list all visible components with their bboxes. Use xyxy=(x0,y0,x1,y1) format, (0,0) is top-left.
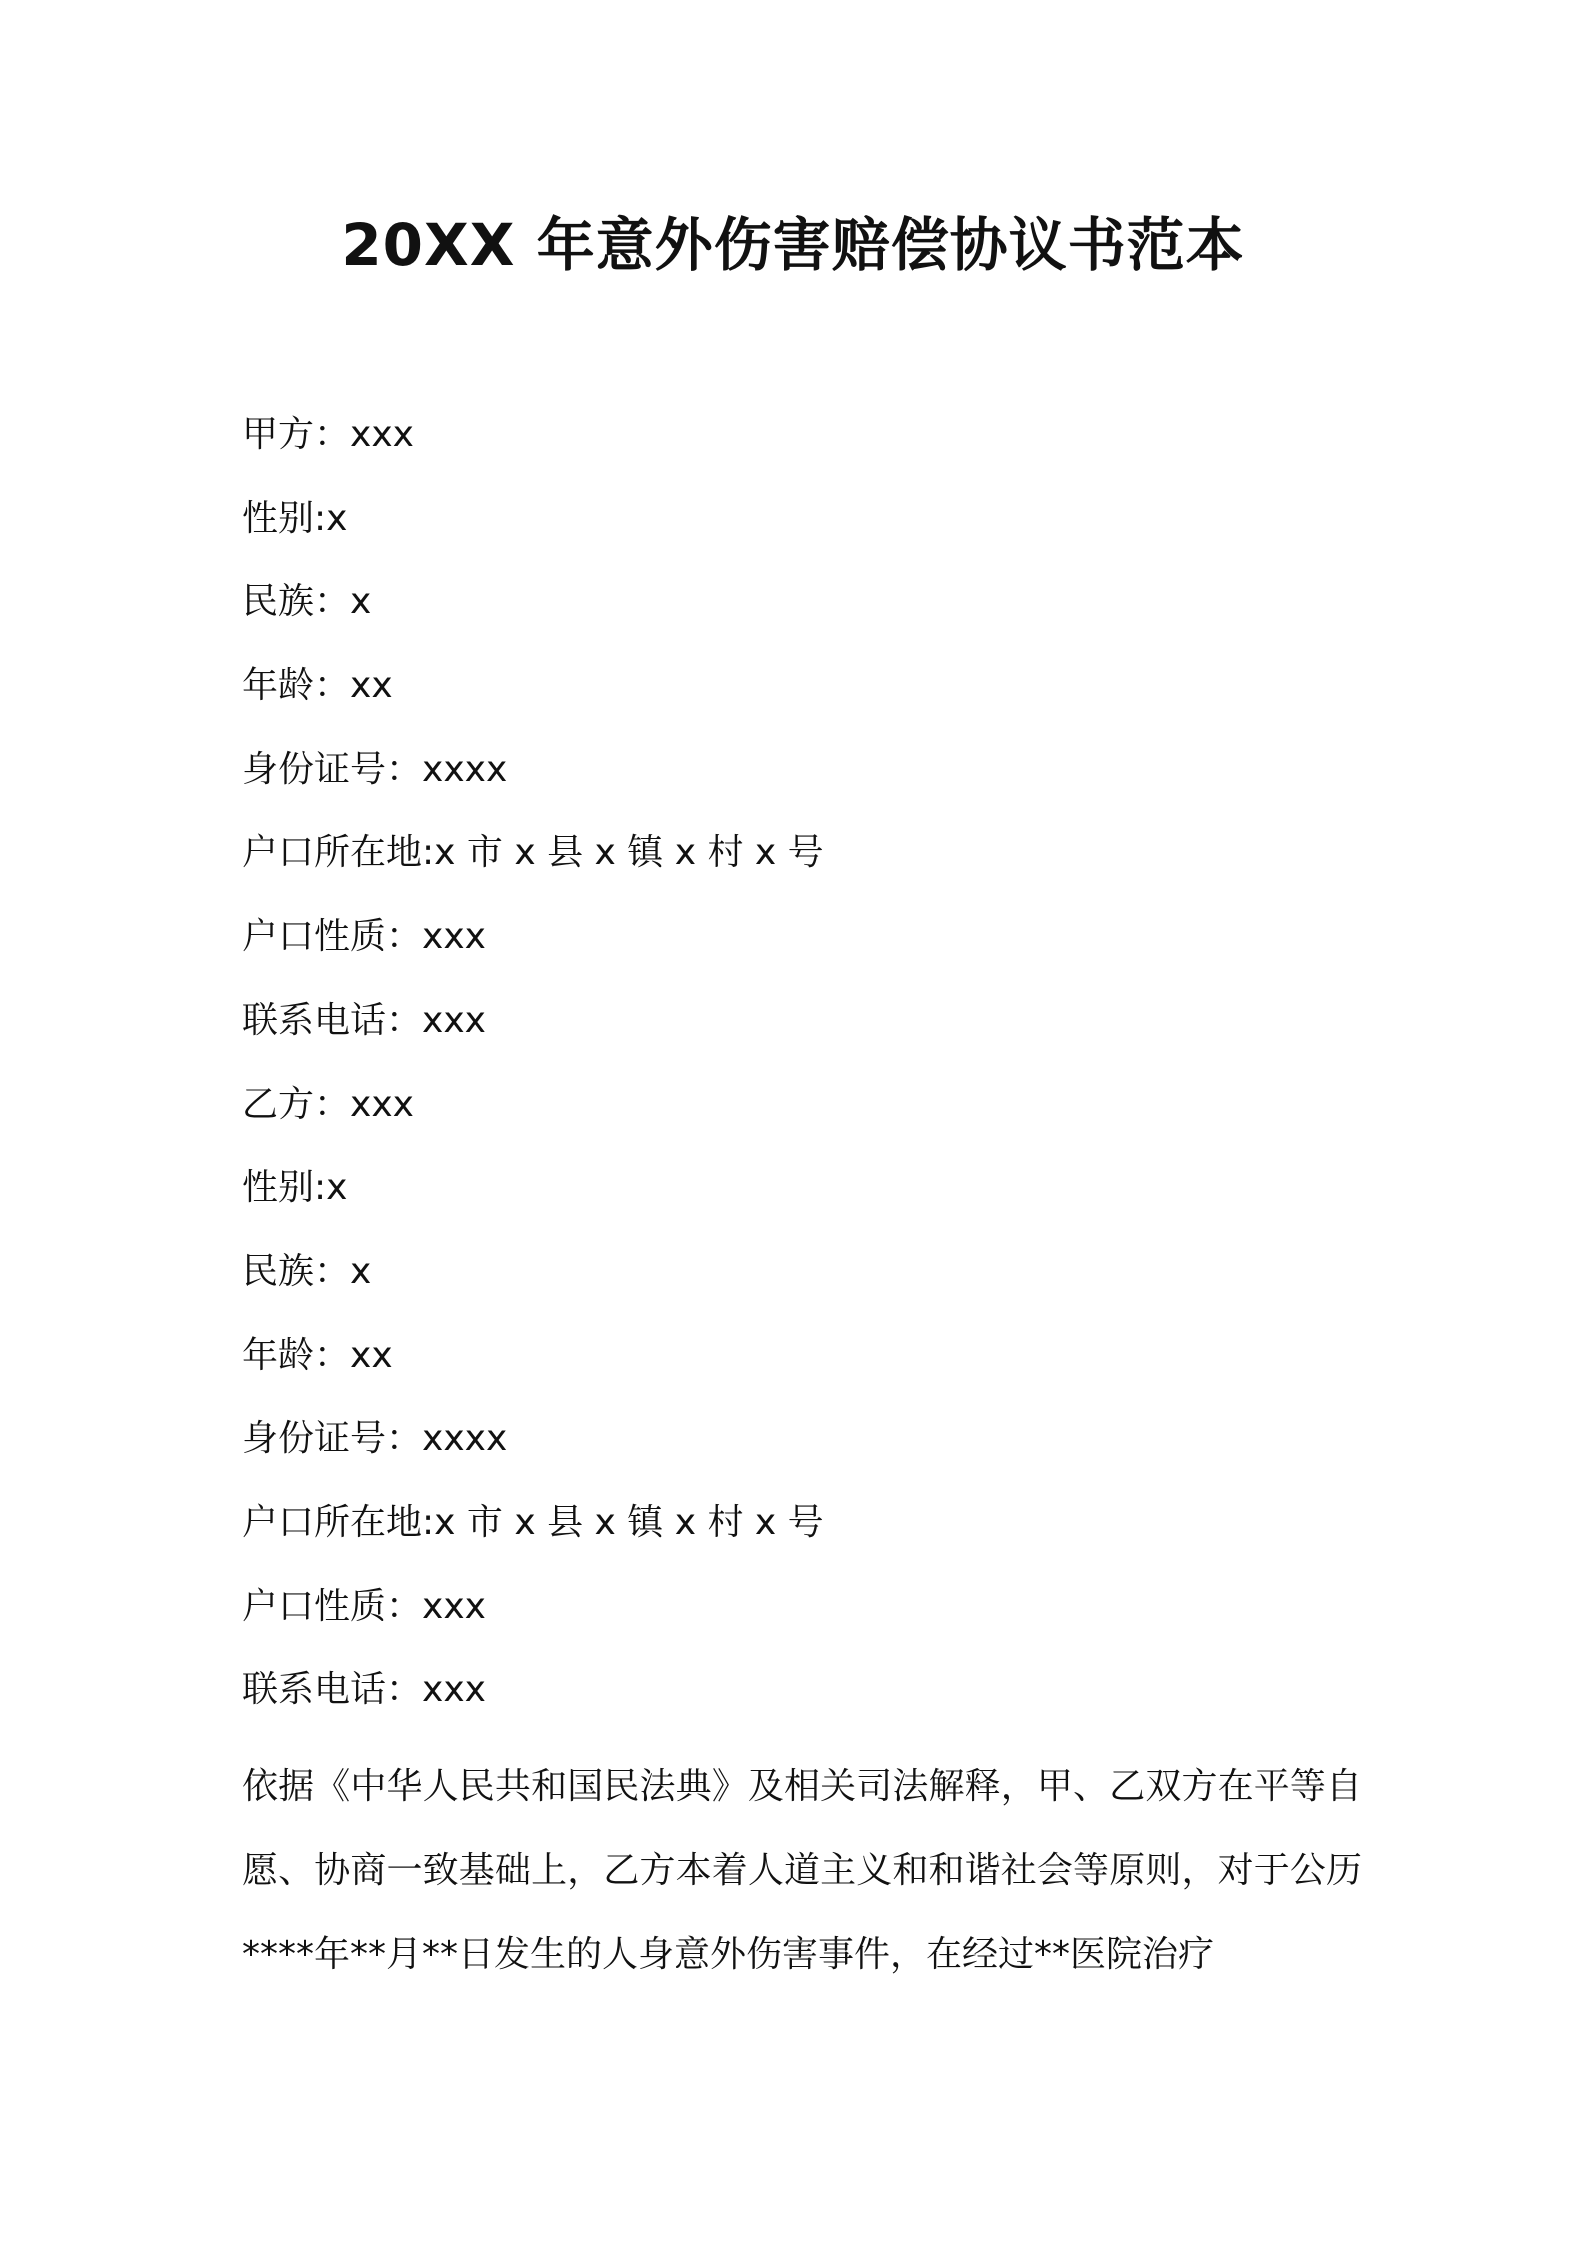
field-value: xxx xyxy=(422,1585,486,1627)
field-party-a-id-number xyxy=(242,740,1362,824)
field-separator: ： xyxy=(314,414,351,455)
field-party-a-household-address xyxy=(242,823,1362,907)
field-label: 性别 xyxy=(242,1167,315,1209)
field-value: xxx xyxy=(422,1669,486,1711)
field-label: 民族 xyxy=(242,1250,315,1292)
field-value: xxx xyxy=(350,1083,414,1125)
field-party-b-ethnicity xyxy=(242,1242,1362,1326)
field-separator: ： xyxy=(314,1250,351,1292)
field-party-b-household-address xyxy=(242,1493,1362,1577)
field-value: x 市 x 县 x 镇 x 村 x 号 xyxy=(434,832,824,874)
field-party-b-id-number xyxy=(242,1409,1362,1493)
field-value: xxx xyxy=(422,916,486,958)
field-party-b-phone xyxy=(242,1660,1362,1744)
field-value: xxxx xyxy=(422,748,508,790)
field-party-a-household-type xyxy=(242,907,1362,991)
field-value: x xyxy=(326,497,348,539)
field-label: 联系电话 xyxy=(242,999,387,1041)
agreement-paragraph: 依据《中华人民共和国民法典》及相关司法解释，甲、乙双方在平等自愿、协商一致基础上，乙方本着人道主义和和谐社会等原则，对于公历****年**月**日发生的人身意外伤害事件，在经过**医院治疗 xyxy=(242,1766,1362,1975)
field-separator: ： xyxy=(386,1418,423,1460)
field-label: 户口所在地 xyxy=(242,832,423,874)
field-value: xxx xyxy=(422,999,486,1041)
field-separator: : xyxy=(314,1167,327,1209)
field-value: xx xyxy=(350,665,393,707)
field-separator: : xyxy=(422,832,435,874)
field-value: x xyxy=(326,1167,348,1209)
field-separator: ： xyxy=(386,748,423,790)
field-label: 乙方 xyxy=(242,1083,315,1125)
field-party-b xyxy=(242,1075,1362,1159)
field-label: 身份证号 xyxy=(242,1418,387,1460)
field-label: 年龄 xyxy=(242,665,315,707)
field-value: x xyxy=(350,581,372,623)
field-party-b-age xyxy=(242,1326,1362,1410)
party-info-list xyxy=(242,405,1362,1744)
field-label: 户口性质 xyxy=(242,1585,387,1627)
field-party-a-phone xyxy=(242,991,1362,1075)
field-party-b-gender xyxy=(242,1158,1362,1242)
field-value: xx xyxy=(350,1334,393,1376)
field-separator: ： xyxy=(314,1334,351,1376)
field-label: 户口所在地 xyxy=(242,1501,423,1543)
field-separator: : xyxy=(422,1501,435,1543)
field-separator: : xyxy=(314,497,327,539)
field-separator: ： xyxy=(314,665,351,707)
field-label: 性别 xyxy=(242,497,315,539)
field-separator: ： xyxy=(386,999,423,1041)
field-separator: ： xyxy=(386,1669,423,1711)
field-value: xxxx xyxy=(422,1418,508,1460)
field-label: 年龄 xyxy=(242,1334,315,1376)
field-separator: ： xyxy=(314,581,351,623)
field-party-a-age xyxy=(242,656,1362,740)
field-party-a-ethnicity xyxy=(242,572,1362,656)
field-value: xxx xyxy=(350,414,414,455)
field-party-a-gender xyxy=(242,489,1362,573)
field-value: x xyxy=(350,1250,372,1292)
field-value: x 市 x 县 x 镇 x 村 x 号 xyxy=(434,1501,824,1543)
field-separator: ： xyxy=(386,916,423,958)
field-separator: ： xyxy=(386,1585,423,1627)
field-label: 身份证号 xyxy=(242,748,387,790)
field-label: 甲方 xyxy=(242,414,315,455)
field-party-b-household-type xyxy=(242,1577,1362,1661)
document-title: 20XX 年意外伤害赔偿协议书范本 xyxy=(341,211,1245,279)
field-label: 联系电话 xyxy=(242,1669,387,1711)
field-party-a xyxy=(242,405,1362,489)
field-separator: ： xyxy=(314,1083,351,1125)
field-label: 户口性质 xyxy=(242,916,387,958)
field-label: 民族 xyxy=(242,581,315,623)
